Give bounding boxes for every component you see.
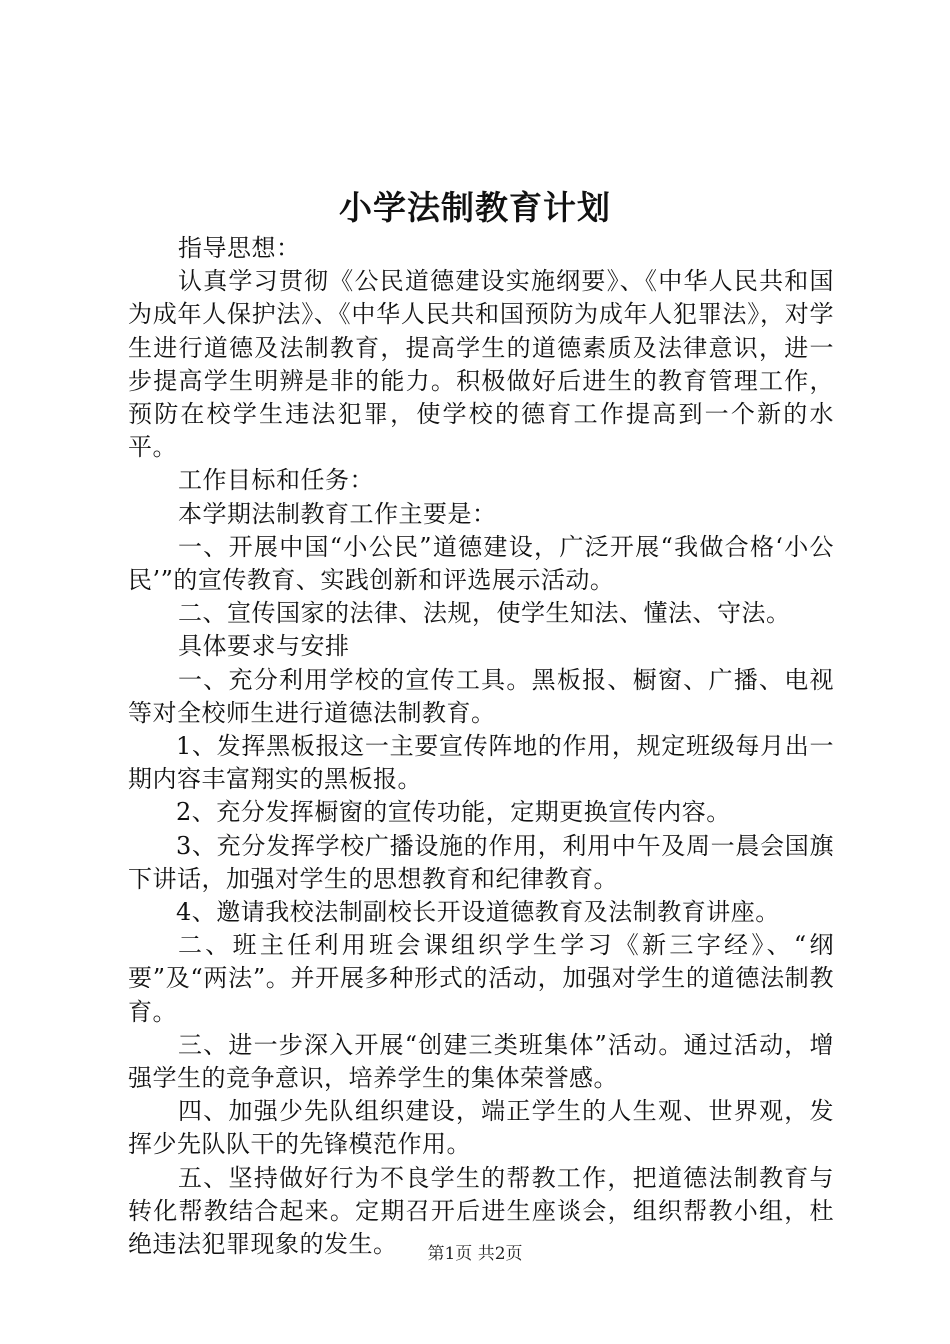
paragraph-goals-heading: 工作目标和任务： (178, 466, 374, 495)
paragraph-item-4: 4、邀请我校法制副校长开设道德教育及法制教育讲座。 (176, 898, 780, 927)
paragraph-item-2: 2、充分发挥橱窗的宣传功能，定期更换宣传内容。 (176, 798, 731, 827)
paragraph-requirement-3: 三、进一步深入开展“创建三类班集体”活动。通过活动，增强学生的竞争意识，培养学生的集体荣誉感。 (128, 1030, 834, 1093)
paragraph-requirement-1: 一、充分利用学校的宣传工具。黑板报、橱窗、广播、电视等对全校师生进行道德法制教育。 (128, 665, 834, 727)
paragraph-requirement-2: 二、班主任利用班会课组织学生学习《新三字经》、“纲要”及“两法”。并开展多种形式的活动，加强对学生的道德法制教育。 (128, 931, 834, 1026)
paragraph-requirement-4: 四、加强少先队组织建设，端正学生的人生观、世界观，发挥少先队队干的先锋模范作用。 (128, 1097, 834, 1159)
paragraph-item-3: 3、充分发挥学校广播设施的作用，利用中午及周一晨会国旗下讲话，加强对学生的思想教育和纪律教育。 (128, 831, 834, 893)
paragraph-goal-1: 一、开展中国“小公民”道德建设，广泛开展“我做合格‘小公民’”的宣传教育、实践创新和评选展示活动。 (128, 532, 834, 595)
paragraph-goal-2: 二、宣传国家的法律、法规，使学生知法、懂法、守法。 (178, 599, 791, 628)
document-body (128, 232, 834, 1261)
paragraph-item-1: 1、发挥黑板报这一主要宣传阵地的作用，规定班级每月出一期内容丰富翔实的黑板报。 (128, 732, 834, 794)
paragraph-semester-intro: 本学期法制教育工作主要是： (178, 499, 497, 528)
document-title: 小学法制教育计划 (339, 188, 611, 227)
page-footer: 第1页 共2页 (427, 1244, 523, 1264)
paragraph-guiding-heading: 指导思想： (178, 234, 301, 262)
paragraph-requirement-5: 五、坚持做好行为不良学生的帮教工作，把道德法制教育与转化帮教结合起来。定期召开后进生座谈会，组织帮教小组，杜绝违法犯罪现象的发生。 (128, 1163, 834, 1259)
paragraph-guiding-content: 认真学习贯彻《公民道德建设实施纲要》、《中华人民共和国为成年人保护法》、《中华人民共和国预防为成年人犯罪法》，对学生进行道德及法制教育，提高学生的道德素质及法律意识，进一步提高学生明辨是非的能力。积极做好后进生的教育管理工作，预防在校学生违法犯罪，使学校的德育工作提高到一个新的水平。 (128, 267, 834, 462)
paragraph-requirements-heading: 具体要求与安排 (178, 632, 350, 661)
